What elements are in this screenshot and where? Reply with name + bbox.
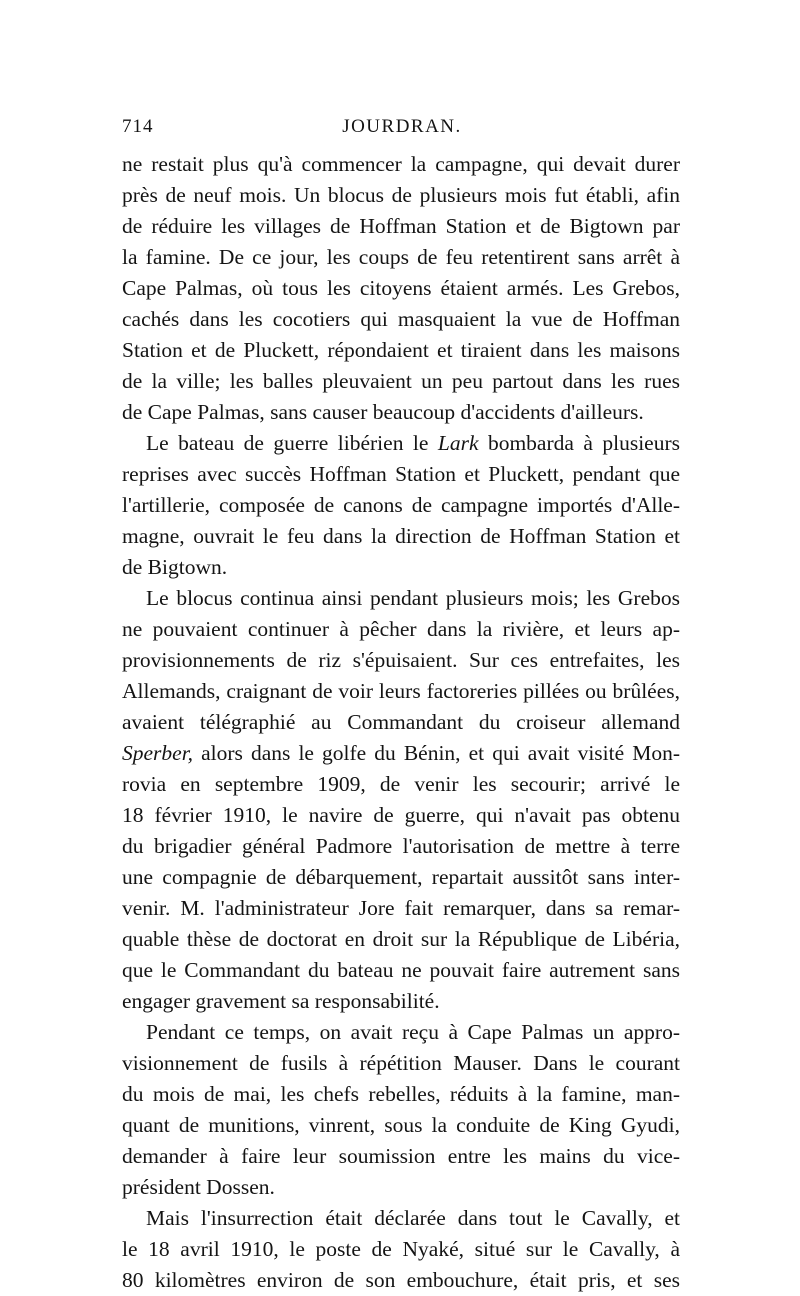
- text-line: de Cape Palmas, sans causer beaucoup d'accidents d'ailleurs.: [122, 400, 644, 424]
- text-line: le 18 avril 1910, le poste de Nyaké, situé sur le Cavally, à: [122, 1237, 680, 1261]
- text-line: 80 kilomètres environ de son embouchure, était pris, et ses: [122, 1268, 680, 1292]
- page-header: [122, 116, 682, 140]
- text-line: engager gravement sa responsabilité.: [122, 989, 440, 1013]
- text-line: ne restait plus qu'à commencer la campagne, qui devait durer: [122, 152, 680, 176]
- text-line: magne, ouvrait le feu dans la direction de Hoffman Station et: [122, 524, 680, 548]
- text-line: de la ville; les balles pleuvaient un peu partout dans les rues: [122, 369, 680, 393]
- text-line: que le Commandant du bateau ne pouvait faire autrement sans: [122, 958, 680, 982]
- text-line: Le blocus continua ainsi pendant plusieurs mois; les Grebos: [146, 586, 680, 610]
- italic-ship-name: Lark: [437, 431, 479, 455]
- text-line: quant de munitions, vinrent, sous la conduite de King Gyudi,: [122, 1113, 680, 1137]
- running-head: JOURDRAN.: [342, 116, 462, 137]
- text-line: demander à faire leur soumission entre les mains du vice-: [122, 1144, 680, 1168]
- text-line: [122, 738, 680, 769]
- text-line: venir. M. l'administrateur Jore fait remarquer, dans sa remar-: [122, 896, 680, 920]
- text-line: Mais l'insurrection était déclarée dans tout le Cavally, et: [146, 1206, 680, 1230]
- text-line: près de neuf mois. Un blocus de plusieurs mois fut établi, afin: [122, 183, 680, 207]
- text-line: [122, 428, 680, 459]
- text-line: provisionnements de riz s'épuisaient. Sur ces entrefaites, les: [122, 648, 680, 672]
- text-line: de Bigtown.: [122, 555, 228, 579]
- text-line: du brigadier général Padmore l'autorisation de mettre à terre: [122, 834, 680, 858]
- text-line: la famine. De ce jour, les coups de feu retentirent sans arrêt à: [122, 245, 680, 269]
- text-segment: Le bateau de guerre libérien le: [146, 431, 438, 455]
- text-line: visionnement de fusils à répétition Mauser. Dans le courant: [122, 1051, 680, 1075]
- italic-ship-name: Sperber,: [122, 741, 194, 765]
- text-line: 18 février 1910, le navire de guerre, qui n'avait pas obtenu: [122, 803, 680, 827]
- body-text: [122, 149, 680, 1296]
- text-segment: bombarda à plusieurs: [478, 431, 680, 455]
- text-line: avaient télégraphié au Commandant du croiseur allemand: [122, 710, 680, 734]
- text-segment: alors dans le golfe du Bénin, et qui avait visité Mon-: [193, 741, 680, 765]
- page-number: 714: [122, 116, 154, 137]
- text-line: de réduire les villages de Hoffman Station et de Bigtown par: [122, 214, 680, 238]
- text-line: quable thèse de doctorat en droit sur la République de Libéria,: [122, 927, 680, 951]
- text-line: Cape Palmas, où tous les citoyens étaient armés. Les Grebos,: [122, 276, 680, 300]
- text-line: Pendant ce temps, on avait reçu à Cape Palmas un appro-: [146, 1020, 680, 1044]
- text-line: reprises avec succès Hoffman Station et Pluckett, pendant que: [122, 462, 680, 486]
- text-line: président Dossen.: [122, 1175, 275, 1199]
- text-line: Allemands, craignant de voir leurs factoreries pillées ou brûlées,: [122, 679, 680, 703]
- text-line: l'artillerie, composée de canons de campagne importés d'Alle-: [122, 493, 680, 517]
- text-line: rovia en septembre 1909, de venir les secourir; arrivé le: [122, 772, 680, 796]
- text-line: Station et de Pluckett, répondaient et tiraient dans les maisons: [122, 338, 680, 362]
- text-line: cachés dans les cocotiers qui masquaient la vue de Hoffman: [122, 307, 680, 331]
- text-line: une compagnie de débarquement, repartait aussitôt sans inter-: [122, 865, 680, 889]
- text-line: du mois de mai, les chefs rebelles, réduits à la famine, man-: [122, 1082, 680, 1106]
- text-line: ne pouvaient continuer à pêcher dans la rivière, et leurs ap-: [122, 617, 680, 641]
